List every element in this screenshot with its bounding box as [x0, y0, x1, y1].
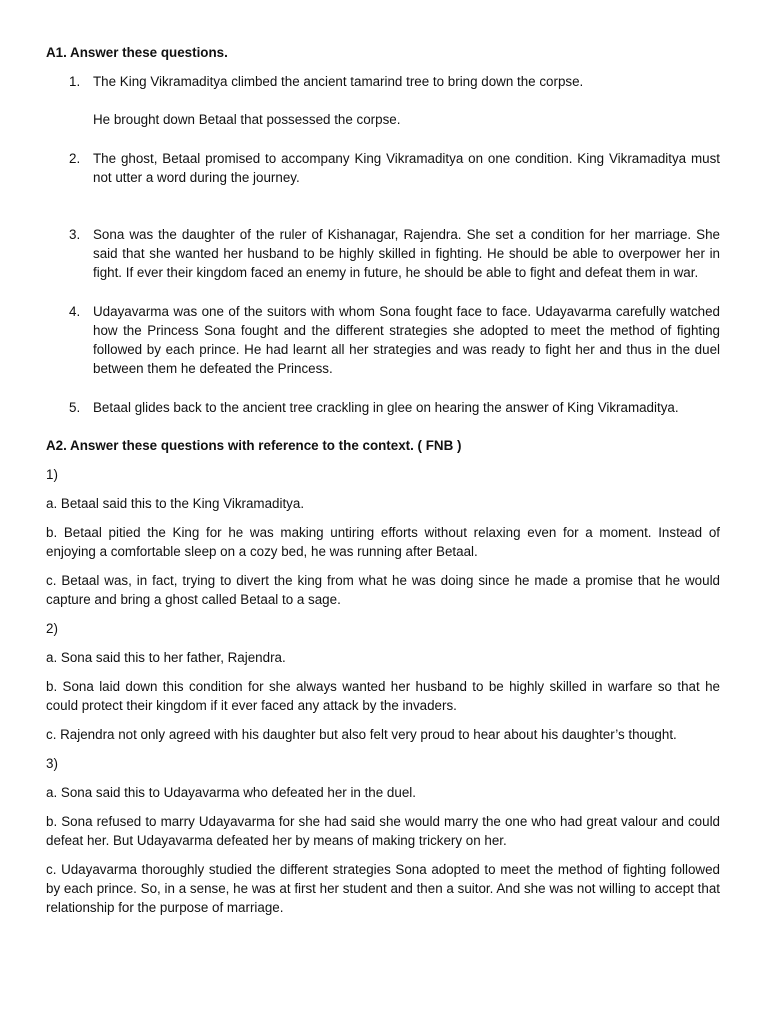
a2-group-1 [46, 465, 720, 609]
answer-part-c: c. Betaal was, in fact, trying to divert the king from what he was doing since he made a promise that he would capture and bring a ghost called Betaal to a sage. [46, 573, 720, 607]
answer-number: 2. [69, 151, 81, 166]
answer-text: Udayavarma was one of the suitors with whom Sona fought face to face. Udayavarma carefully watched how the Princess Sona fought and the different strategies she adopted to meet the method of fighting followed by each prince. He had learnt all her strategies and was ready to fight her and thus in the duel between them he defeated the Princess. [93, 304, 720, 376]
answer-part-c: c. Udayavarma thoroughly studied the different strategies Sona adopted to meet the method of fighting followed by each prince. So, in a sense, he was at first her student and then a suitor. And she was not willing to accept that relationship for the purpose of marriage. [46, 862, 720, 915]
a1-answer-list [46, 72, 720, 417]
a1-answer-1 [46, 72, 720, 129]
answer-text: The King Vikramaditya climbed the ancient tamarind tree to bring down the corpse. [93, 74, 584, 89]
group-label: 3) [46, 756, 58, 771]
answer-extra-text: He brought down Betaal that possessed the corpse. [93, 112, 401, 127]
answer-text: The ghost, Betaal promised to accompany King Vikramaditya on one condition. King Vikramaditya must not utter a word during the journey. [93, 151, 720, 185]
answer-part-c: c. Rajendra not only agreed with his daughter but also felt very proud to hear about his daughter’s thought. [46, 727, 677, 742]
answer-number: 3. [69, 227, 81, 242]
a1-answer-5 [46, 398, 720, 417]
a2-group-3 [46, 754, 720, 917]
a1-answer-3 [46, 225, 720, 282]
answer-part-b: b. Sona refused to marry Udayavarma for she had said she would marry the one who had great valour and could defeat her. But Udayavarma defeated her by means of making trickery on her. [46, 814, 720, 848]
answer-number: 4. [69, 304, 81, 319]
answer-text: Sona was the daughter of the ruler of Kishanagar, Rajendra. She set a condition for her marriage. She said that she wanted her husband to be highly skilled in fighting. He should be able to overpower her in fight. If ever their kingdom faced an enemy in future, he should be able to fight and defeat them in war. [93, 227, 720, 280]
a1-answer-2 [46, 149, 720, 187]
group-label: 1) [46, 467, 58, 482]
a2-group-2 [46, 619, 720, 744]
answer-text: Betaal glides back to the ancient tree crackling in glee on hearing the answer of King Vikramaditya. [93, 400, 679, 415]
answer-part-a: a. Sona said this to her father, Rajendra. [46, 650, 286, 665]
group-label: 2) [46, 621, 58, 636]
answer-part-a: a. Betaal said this to the King Vikramaditya. [46, 496, 305, 511]
a1-answer-4 [46, 302, 720, 378]
section-a1-heading: A1. Answer these questions. [46, 45, 228, 60]
answer-part-a: a. Sona said this to Udayavarma who defeated her in the duel. [46, 785, 416, 800]
answer-part-b: b. Sona laid down this condition for she always wanted her husband to be highly skilled in warfare so that he could protect their kingdom if it ever faced any attack by the invaders. [46, 679, 720, 713]
answer-number: 1. [69, 74, 81, 89]
answer-part-b: b. Betaal pitied the King for he was making untiring efforts without relaxing even for a moment. Instead of enjoying a comfortable sleep on a cozy bed, he was running after Betaal. [46, 525, 720, 559]
answer-number: 5. [69, 400, 81, 415]
document-page [46, 43, 720, 927]
section-a2-heading: A2. Answer these questions with reference to the context. ( FNB ) [46, 438, 462, 453]
